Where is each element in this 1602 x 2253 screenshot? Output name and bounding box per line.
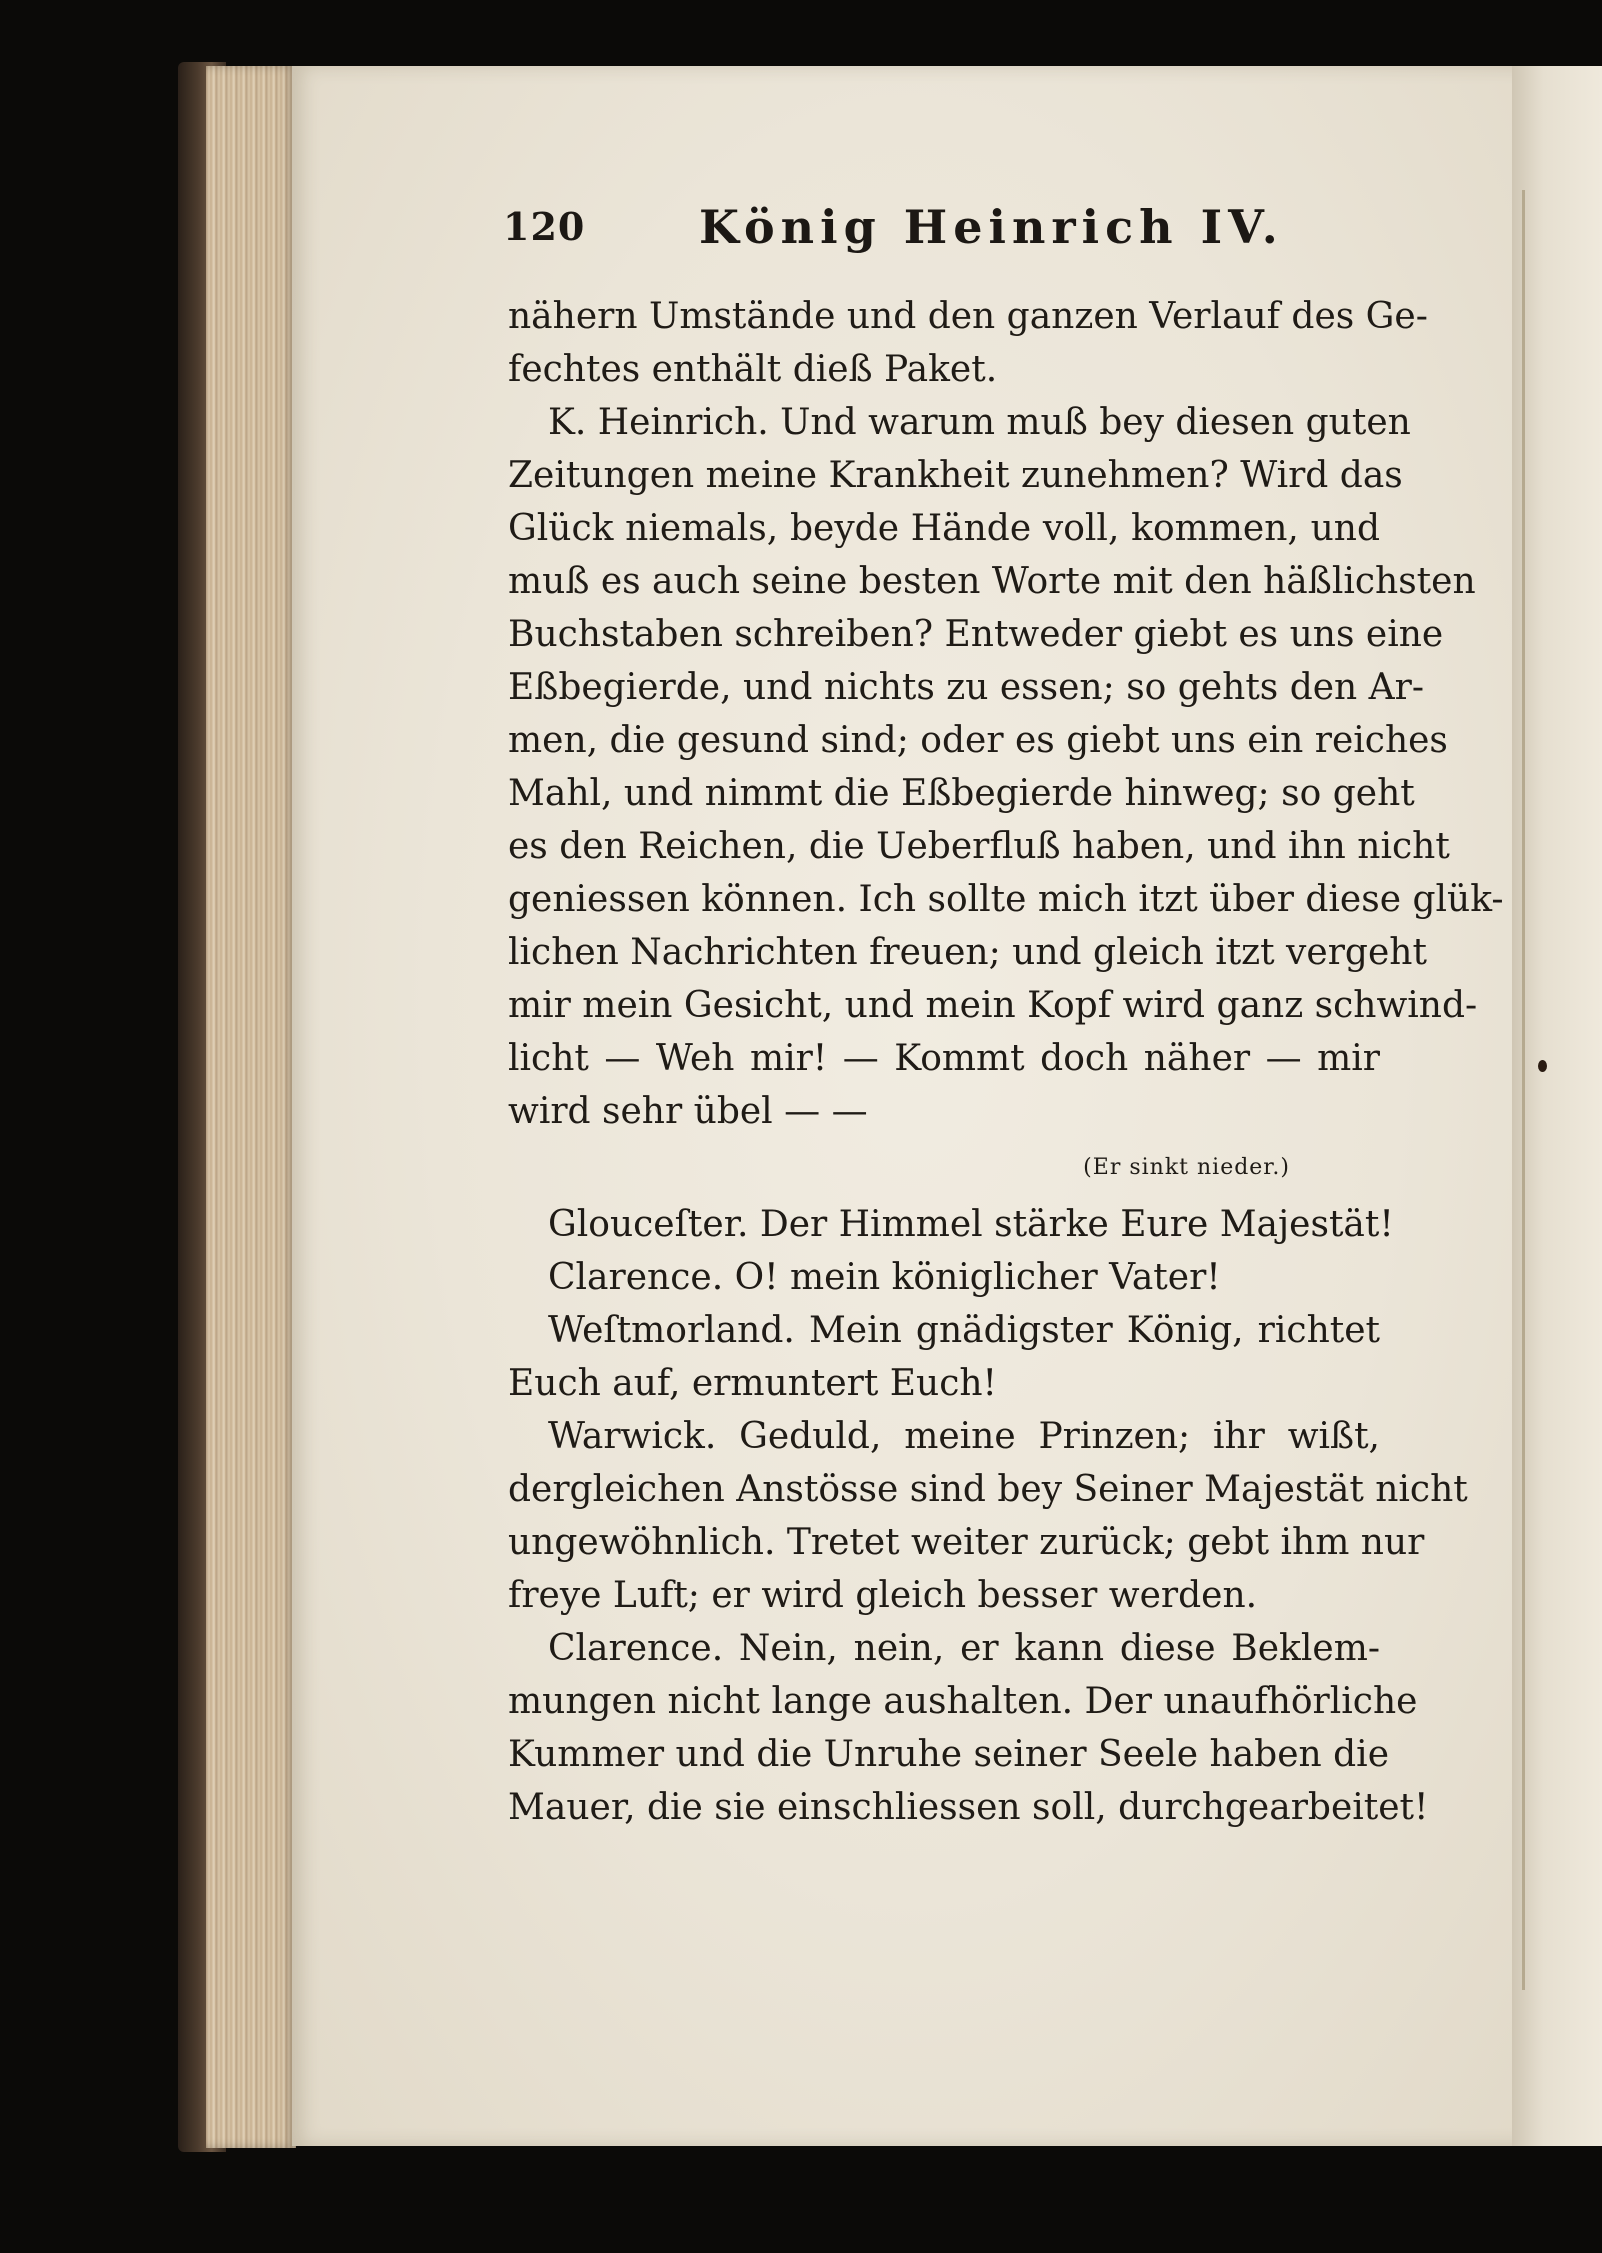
- ink-spot: [1538, 1060, 1547, 1072]
- page-edges: [206, 66, 296, 2148]
- text-line: geniessen können. Ich sollte mich itzt über diese glük-: [508, 879, 1504, 920]
- speech-line: Weſtmorland. Mein gnädigster König, richtet: [548, 1310, 1380, 1351]
- body-text: [508, 290, 1504, 1834]
- speech-line: Clarence. O! mein königlicher Vater!: [548, 1257, 1221, 1298]
- speech-line: K. Heinrich. Und warum muß bey diesen guten: [548, 402, 1411, 443]
- text-line: es den Reichen, die Ueberfluß haben, und ihn nicht: [508, 826, 1450, 867]
- running-title: König Heinrich IV.: [699, 200, 1284, 254]
- stage-direction: (Er sinkt nieder.): [1083, 1155, 1290, 1180]
- text-line: fechtes enthält dieß Paket.: [508, 349, 998, 390]
- text-line: lichen Nachrichten freuen; und gleich itzt vergeht: [508, 932, 1427, 973]
- text-line: Euch auf, ermuntert Euch!: [508, 1363, 998, 1404]
- text-line: mir mein Gesicht, und mein Kopf wird ganz schwind-: [508, 985, 1478, 1026]
- text-line: Buchstaben schreiben? Entweder giebt es uns eine: [508, 614, 1444, 655]
- speech-line: Glouceſter. Der Himmel stärke Eure Majestät!: [548, 1204, 1394, 1245]
- text-line: Mauer, die sie einschliessen soll, durchgearbeitet!: [508, 1787, 1429, 1828]
- text-line: dergleichen Anstösse sind bey Seiner Majestät nicht: [508, 1469, 1468, 1510]
- text-line: Glück niemals, beyde Hände voll, kommen, und: [508, 508, 1380, 549]
- text-line: Mahl, und nimmt die Eßbegierde hinweg; so geht: [508, 773, 1415, 814]
- gutter-shadow: [1522, 190, 1525, 1990]
- text-line: wird sehr übel — —: [508, 1091, 868, 1132]
- running-header: [503, 200, 1383, 270]
- text-line: mungen nicht lange aushalten. Der unaufhörliche: [508, 1681, 1418, 1722]
- text-line: freye Luft; er wird gleich besser werden.: [508, 1575, 1258, 1616]
- text-line: muß es auch seine besten Worte mit den häßlichsten: [508, 561, 1476, 602]
- text-line: ungewöhnlich. Tretet weiter zurück; gebt ihm nur: [508, 1522, 1425, 1563]
- speech-line: Warwick. Geduld, meine Prinzen; ihr wißt,: [548, 1416, 1380, 1457]
- text-line: licht — Weh mir! — Kommt doch näher — mir: [508, 1038, 1380, 1079]
- text-line: nähern Umstände und den ganzen Verlauf des Ge-: [508, 296, 1428, 337]
- speech-line: Clarence. Nein, nein, er kann diese Beklem-: [548, 1628, 1380, 1669]
- text-line: Eßbegierde, und nichts zu essen; so gehts den Ar-: [508, 667, 1425, 708]
- text-line: men, die gesund sind; oder es giebt uns ein reiches: [508, 720, 1448, 761]
- facing-page-edge: [1512, 66, 1602, 2146]
- text-line: Kummer und die Unruhe seiner Seele haben die: [508, 1734, 1389, 1775]
- page-number: 120: [503, 204, 586, 249]
- text-line: Zeitungen meine Krankheit zunehmen? Wird das: [508, 455, 1403, 496]
